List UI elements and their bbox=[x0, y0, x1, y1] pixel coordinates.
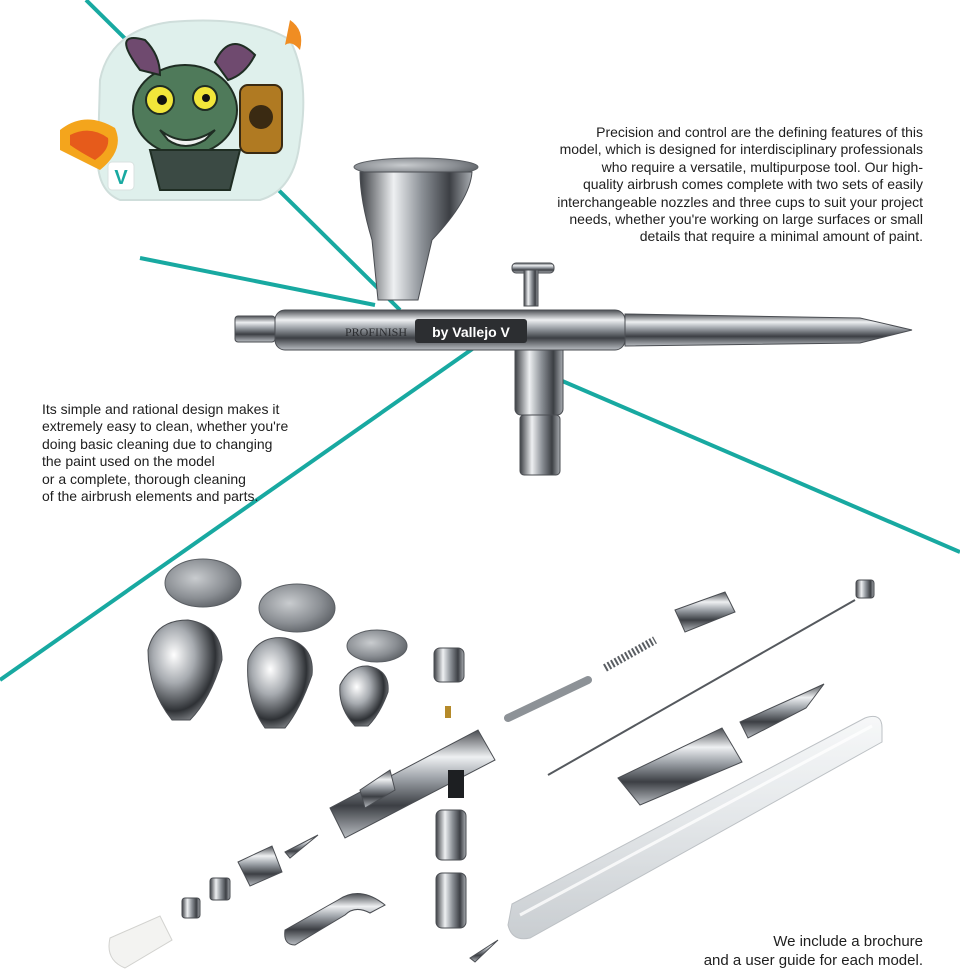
air-valve-icon bbox=[436, 873, 466, 928]
text-line: Precision and control are the defining features of this bbox=[596, 124, 923, 140]
text-line: who require a versatile, multipurpose tool. Our high- bbox=[601, 158, 923, 175]
text-line: needs, whether you're working on large surfaces or small bbox=[569, 211, 923, 228]
paint-cup-icon bbox=[148, 620, 222, 720]
brochure-note bbox=[640, 932, 923, 970]
brand-label: by Vallejo V bbox=[432, 324, 510, 340]
nozzle-cap-icon bbox=[238, 846, 282, 886]
teal-line bbox=[0, 345, 478, 680]
text-line: extremely easy to clean, whether you're bbox=[42, 418, 289, 435]
nozzle-icon bbox=[470, 940, 498, 962]
protective-cap-icon bbox=[109, 916, 172, 968]
needle-cap-icon bbox=[740, 684, 824, 738]
piston-icon bbox=[508, 680, 588, 718]
text-line: doing basic cleaning due to changing bbox=[42, 435, 273, 452]
valve-stem-icon bbox=[448, 770, 464, 798]
wrench-icon bbox=[285, 894, 385, 945]
text-line: and a user guide for each model. bbox=[703, 952, 923, 969]
text-line: interchangeable nozzles and three cups to suit your project bbox=[557, 193, 923, 210]
nozzle-icon bbox=[285, 835, 318, 858]
text-line: We include a brochure bbox=[773, 933, 923, 950]
engraving-label: PROFINISH bbox=[344, 325, 408, 339]
text-line: or a complete, thorough cleaning bbox=[42, 470, 246, 487]
airbrush-body-icon bbox=[330, 730, 495, 838]
cup-lid-icon bbox=[347, 630, 407, 662]
text-line: the paint used on the model bbox=[42, 453, 215, 470]
text-line: Its simple and rational design makes it bbox=[42, 401, 280, 417]
cup-lid-icon bbox=[259, 584, 335, 632]
teal-line bbox=[140, 258, 375, 305]
mascot-illustration bbox=[60, 20, 303, 200]
precision-description bbox=[512, 124, 923, 246]
paint-cup-icon bbox=[360, 172, 472, 300]
paint-cup-icon bbox=[248, 638, 313, 728]
text-line: of the airbrush elements and parts. bbox=[42, 488, 259, 505]
spring-icon bbox=[605, 640, 655, 668]
paint-cup-icon bbox=[340, 666, 388, 726]
teal-line bbox=[560, 380, 960, 552]
air-valve-icon bbox=[515, 340, 563, 415]
cup-lid-icon bbox=[165, 559, 241, 607]
trigger-icon bbox=[524, 270, 538, 306]
mascot-badge-letter: V bbox=[114, 167, 128, 189]
airbrush-parts bbox=[109, 559, 882, 968]
air-valve-icon bbox=[436, 810, 466, 860]
text-line: model, which is designed for interdisciplinary professionals bbox=[559, 141, 923, 158]
trigger-icon bbox=[434, 648, 464, 682]
text-line: quality airbrush comes complete with two sets of easily bbox=[582, 176, 923, 193]
needle-chucking-nut-icon bbox=[675, 592, 735, 632]
cleaning-description bbox=[42, 401, 332, 505]
text-line: details that require a minimal amount of paint. bbox=[639, 228, 923, 245]
